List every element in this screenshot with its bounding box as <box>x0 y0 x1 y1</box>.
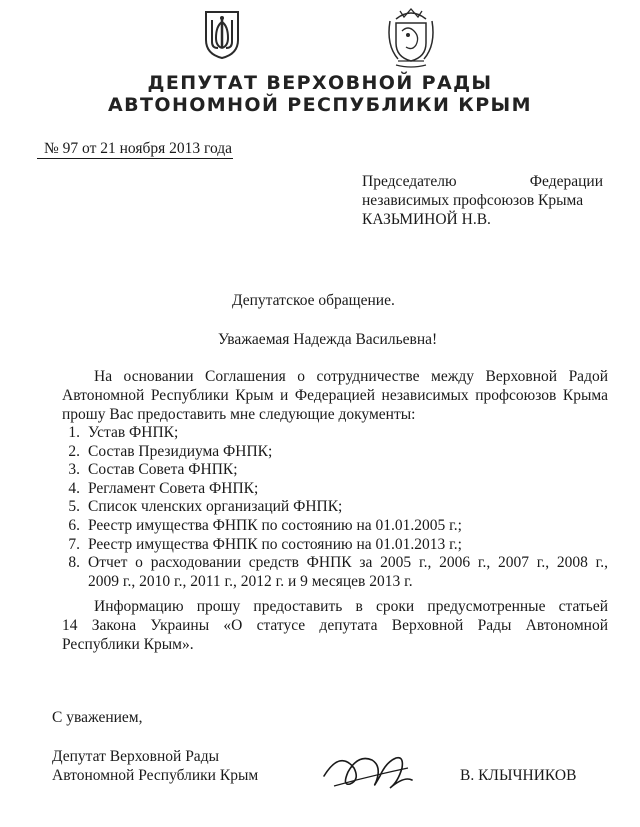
list-item <box>62 536 608 555</box>
closing-line-1: Информацию прошу предоставить в сроки предусмотренные статьей <box>94 598 608 615</box>
list-item-text: Состав Президиума ФНПК; <box>88 442 273 460</box>
letterhead-line-1: ДЕПУТАТ ВЕРХОВНОЙ РАДЫ <box>147 72 493 94</box>
list-item <box>62 480 608 499</box>
list-item-text: Устав ФНПК; <box>88 424 179 441</box>
list-item-text: Реестр имущества ФНПК по состоянию на 01.01.2013 г.; <box>88 535 462 553</box>
list-item-number: 2. <box>68 442 80 460</box>
list-item <box>62 424 608 443</box>
list-item-text: Состав Совета ФНПК; <box>88 461 238 479</box>
intro-line-1: На основании Соглашения о сотрудничестве между Верховной Радой <box>94 368 608 385</box>
intro-line-3: прошу Вас предоставить мне следующие документы: <box>62 406 416 423</box>
requested-documents-list <box>62 424 608 591</box>
addressee-block <box>362 172 603 229</box>
list-item-text: Реестр имущества ФНПК по состоянию на 01.01.2005 г.; <box>88 516 462 534</box>
handwritten-signature <box>320 746 416 796</box>
addressee-organization: независимых профсоюзов Крыма <box>362 192 584 209</box>
list-item-number: 8. <box>68 554 80 572</box>
salutation: Уважаемая Надежда Васильевна! <box>218 331 438 348</box>
list-item <box>62 498 608 517</box>
list-item-number: 1. <box>68 424 80 441</box>
list-item-number: 5. <box>68 498 80 516</box>
letterhead-line-2: АВТОНОМНОЙ РЕСПУБЛИКИ КРЫМ <box>108 94 532 116</box>
list-item <box>62 461 608 480</box>
addressee-organization-word: Федерации <box>529 173 603 190</box>
list-item <box>62 554 608 591</box>
list-item-text-continued: 2009 г., 2010 г., 2011 г., 2012 г. и 9 месяцев 2013 г. <box>88 572 413 590</box>
ukraine-coat-of-arms-icon <box>204 10 240 60</box>
signatory-name: В. КЛЫЧНИКОВ <box>460 767 577 784</box>
list-item-number: 4. <box>68 479 80 497</box>
crimea-coat-of-arms-icon <box>384 5 438 69</box>
list-item <box>62 443 608 462</box>
signatory-title-line-1: Депутат Верховной Рады <box>52 748 219 765</box>
list-item-number: 7. <box>68 535 80 553</box>
list-item-text: Список членских организаций ФНПК; <box>88 498 343 516</box>
document-reference-text: № 97 от 21 ноября 2013 года <box>44 140 233 157</box>
addressee-name: КАЗЬМИНОЙ Н.В. <box>362 211 491 228</box>
signatory-title-line-2: Автономной Республики Крым <box>52 767 259 784</box>
list-item-number: 6. <box>68 516 80 534</box>
list-item-number: 3. <box>68 461 80 479</box>
document-title: Депутатское обращение. <box>232 292 395 309</box>
list-item-text: Регламент Совета ФНПК; <box>88 479 259 497</box>
closing-line-2: 14 Закона Украины «О статусе депутата Верховной Рады Автономной <box>62 617 608 634</box>
addressee-position: Председателю <box>362 173 457 190</box>
closing-line-3: Республики Крым». <box>62 636 194 653</box>
document-reference <box>37 139 233 159</box>
list-item <box>62 517 608 536</box>
regards: С уважением, <box>52 709 143 726</box>
list-item-text: Отчет о расходовании средств ФНПК за 2005 г., 2006 г., 2007 г., 2008 г., <box>88 554 608 572</box>
intro-line-2: Автономной Республики Крым и Федерацией независимых профсоюзов Крыма <box>62 387 608 404</box>
